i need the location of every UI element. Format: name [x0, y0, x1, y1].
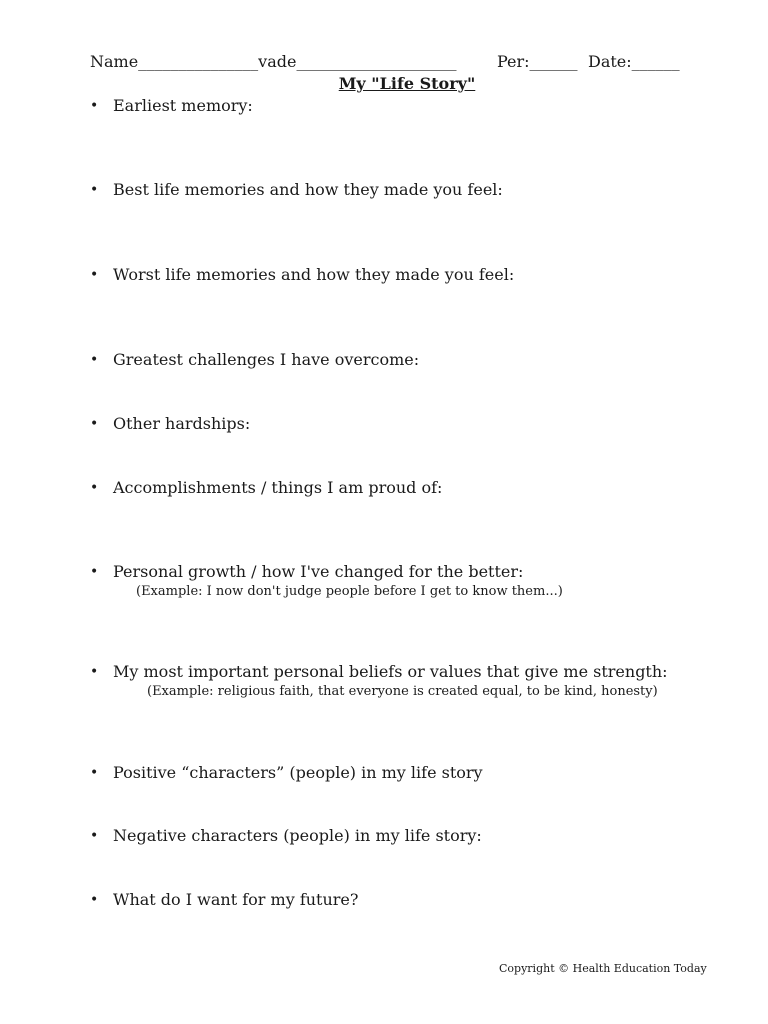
prompt-text: Positive “characters” (people) in my life story — [113, 763, 483, 782]
prompt-text: Greatest challenges I have overcome: — [113, 350, 420, 369]
page-title: My "Life Story" — [338, 74, 476, 93]
name-field[interactable]: Name_______________vade____________________ — [90, 52, 457, 71]
bullet-icon: • — [90, 564, 99, 580]
bullet-icon: • — [90, 480, 99, 496]
bullet-icon: • — [90, 267, 99, 283]
prompt-text: My most important personal beliefs or values that give me strength: — [113, 662, 668, 681]
prompt-text: Accomplishments / things I am proud of: — [113, 478, 443, 497]
prompt-text: Other hardships: — [113, 414, 251, 433]
header-line — [90, 52, 678, 74]
copyright-notice: Copyright © Health Education Today — [499, 962, 707, 975]
bullet-icon: • — [90, 352, 99, 368]
period-field[interactable]: Per:______ — [497, 52, 578, 71]
prompt-text: What do I want for my future? — [113, 890, 359, 909]
prompt-text: Personal growth / how I've changed for the better: — [113, 562, 524, 581]
bullet-icon: • — [90, 765, 99, 781]
bullet-icon: • — [90, 892, 99, 908]
bullet-icon: • — [90, 416, 99, 432]
prompt-text: Negative characters (people) in my life story: — [113, 826, 482, 845]
prompt-text: Worst life memories and how they made you feel: — [113, 265, 515, 284]
example-text: (Example: religious faith, that everyone is created equal, to be kind, honesty) — [147, 684, 658, 699]
example-text: (Example: I now don't judge people before I get to know them...) — [136, 584, 563, 599]
prompt-text: Earliest memory: — [113, 96, 253, 115]
prompt-text: Best life memories and how they made you feel: — [113, 180, 503, 199]
bullet-icon: • — [90, 664, 99, 680]
bullet-icon: • — [90, 98, 99, 114]
bullet-icon: • — [90, 828, 99, 844]
date-field[interactable]: Date:______ — [588, 52, 680, 71]
bullet-icon: • — [90, 182, 99, 198]
